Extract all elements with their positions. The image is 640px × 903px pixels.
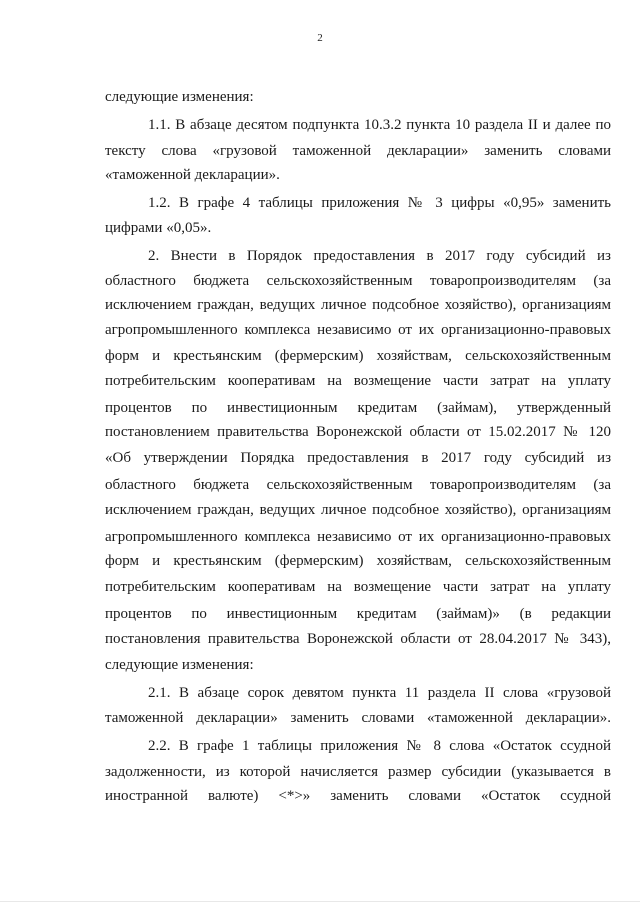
text-line: 2.2. В графе 1 таблицы приложения № 8 слова «Остаток ссудной bbox=[148, 738, 611, 754]
text-line: «таможенной декларации». bbox=[105, 167, 280, 183]
text-line: процентов по инвестиционным кредитам (займам), утвержденный bbox=[105, 400, 611, 416]
text-line: 1.2. В графе 4 таблицы приложения № 3 цифры «0,95» заменить bbox=[148, 195, 611, 211]
text-line: исключением граждан, ведущих личное подсобное хозяйство), организациям bbox=[105, 502, 611, 518]
text-line: форм и крестьянским (фермерским) хозяйствам, сельскохозяйственным bbox=[105, 553, 611, 569]
text-line: таможенной декларации» заменить словами «таможенной декларации». bbox=[105, 710, 611, 726]
text-line: задолженности, из которой начисляется размер субсидии (указывается в bbox=[105, 764, 611, 780]
text-line: агропромышленного комплекса независимо от их организационно-правовых bbox=[105, 322, 611, 338]
page-edge bbox=[0, 901, 640, 902]
text-line: постановления правительства Воронежской области от 28.04.2017 № 343), bbox=[105, 631, 611, 647]
text-line: иностранной валюте) <*>» заменить словами «Остаток ссудной bbox=[105, 788, 611, 804]
text-line: тексту слова «грузовой таможенной декларации» заменить словами bbox=[105, 143, 611, 159]
text-line: агропромышленного комплекса независимо от их организационно-правовых bbox=[105, 529, 611, 545]
text-line: постановлением правительства Воронежской области от 15.02.2017 № 120 bbox=[105, 424, 611, 440]
text-line: областного бюджета сельскохозяйственным товаропроизводителям (за bbox=[105, 273, 611, 289]
text-line: «Об утверждении Порядка предоставления в 2017 году субсидий из bbox=[105, 450, 611, 466]
text-line: 2. Внести в Порядок предоставления в 2017 году субсидий из bbox=[148, 248, 611, 264]
page-number: 2 bbox=[317, 32, 323, 44]
text-line: цифрами «0,05». bbox=[105, 220, 212, 236]
text-line: 1.1. В абзаце десятом подпункта 10.3.2 пункта 10 раздела II и далее по bbox=[148, 117, 611, 133]
text-line: 2.1. В абзаце сорок девятом пункта 11 раздела II слова «грузовой bbox=[148, 685, 611, 701]
text-line: областного бюджета сельскохозяйственным товаропроизводителям (за bbox=[105, 477, 611, 493]
text-line: следующие изменения: bbox=[105, 657, 254, 673]
text-line: исключением граждан, ведущих личное подсобное хозяйство), организациям bbox=[105, 297, 611, 313]
text-line: форм и крестьянским (фермерским) хозяйствам, сельскохозяйственным bbox=[105, 348, 611, 364]
text-line: потребительским кооперативам на возмещение части затрат на уплату bbox=[105, 373, 611, 389]
text-line: следующие изменения: bbox=[105, 89, 254, 105]
text-line: потребительским кооперативам на возмещение части затрат на уплату bbox=[105, 579, 611, 595]
text-line: процентов по инвестиционным кредитам (займам)» (в редакции bbox=[105, 606, 611, 622]
